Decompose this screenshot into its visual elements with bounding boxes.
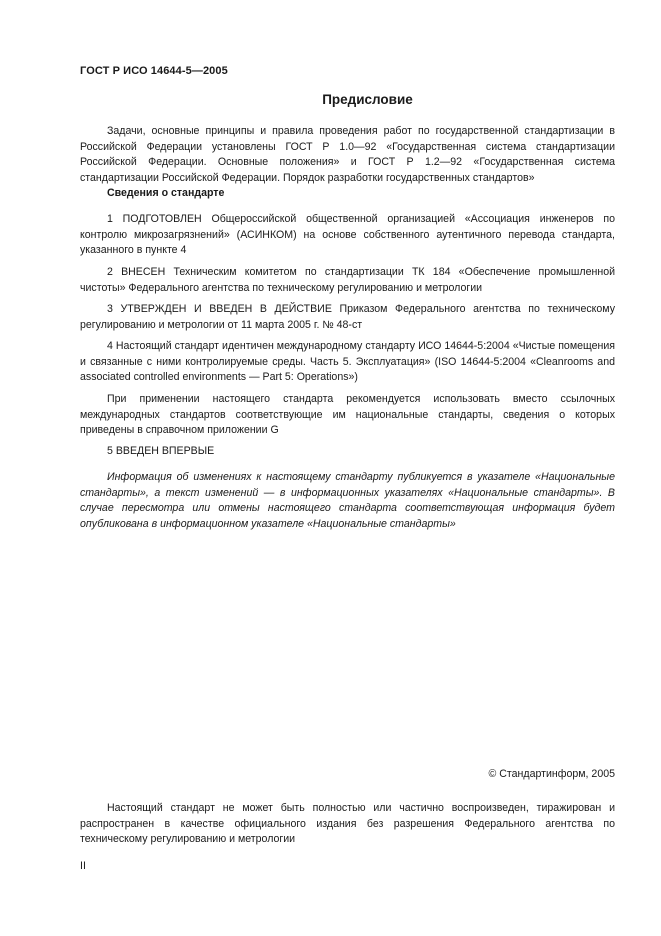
- intro-paragraph: Задачи, основные принципы и правила проведения работ по государственной стандартизации в Российской Федерации установлены ГОСТ Р 1.0—92 «Государственная система стандартизации Российской Федерации. Основные положения» и ГОСТ Р 1.2—92 «Государственная система стандартизации Российской Федерации. Порядок разработки государственных стандартов»: [80, 125, 615, 184]
- section-heading: Сведения о стандарте: [107, 187, 225, 199]
- item-2-submitted: 2 ВНЕСЕН Техническим комитетом по стандартизации ТК 184 «Обеспечение промышленной чистоты» Федерального агентства по техническому регулированию и метрологии: [80, 266, 615, 294]
- page-title: Предисловие: [322, 92, 413, 107]
- application-note: При применении настоящего стандарта рекомендуется использовать вместо ссылочных международных стандартов соответствующие им национальные стандарты, сведения о которых приведены в справочном приложении G: [80, 393, 615, 437]
- item-5-first-introduced: 5 ВВЕДЕН ВПЕРВЫЕ: [107, 445, 215, 457]
- page-number: II: [80, 860, 86, 872]
- item-3-approved: 3 УТВЕРЖДЕН И ВВЕДЕН В ДЕЙСТВИЕ Приказом Федерального агентства по техническому регулированию и метрологии от 11 марта 2005 г. № 48-ст: [80, 303, 615, 331]
- changes-info-note: Информация об изменениях к настоящему стандарту публикуется в указателе «Национальные стандарты», а текст изменений — в информационных указателях «Национальные стандарты». В случае пересмотра или отмены настоящего стандарта соответствующая информация будет опубликована в информационном указателе «Национальные стандарты»: [80, 471, 615, 530]
- reproduction-notice: Настоящий стандарт не может быть полностью или частично воспроизведен, тиражирован и распространен в качестве официального издания без разрешения Федерального агентства по техническому регулированию и метрологии: [80, 802, 615, 846]
- copyright: © Стандартинформ, 2005: [488, 768, 615, 780]
- document-code: ГОСТ Р ИСО 14644-5—2005: [80, 65, 228, 77]
- item-1-prepared: 1 ПОДГОТОВЛЕН Общероссийской общественной организацией «Ассоциация инженеров по контролю микрозагрязнений» (АСИНКОМ) на основе собственного аутентичного перевода стандарта, указанного в пункте 4: [80, 213, 615, 257]
- item-4-identical: 4 Настоящий стандарт идентичен международному стандарту ИСО 14644-5:2004 «Чистые помещения и связанные с ними контролируемые среды. Часть 5. Эксплуатация» (ISO 14644-5:2004 «Cleanrooms and associated controlled environments — Part 5: Operations»): [80, 340, 615, 384]
